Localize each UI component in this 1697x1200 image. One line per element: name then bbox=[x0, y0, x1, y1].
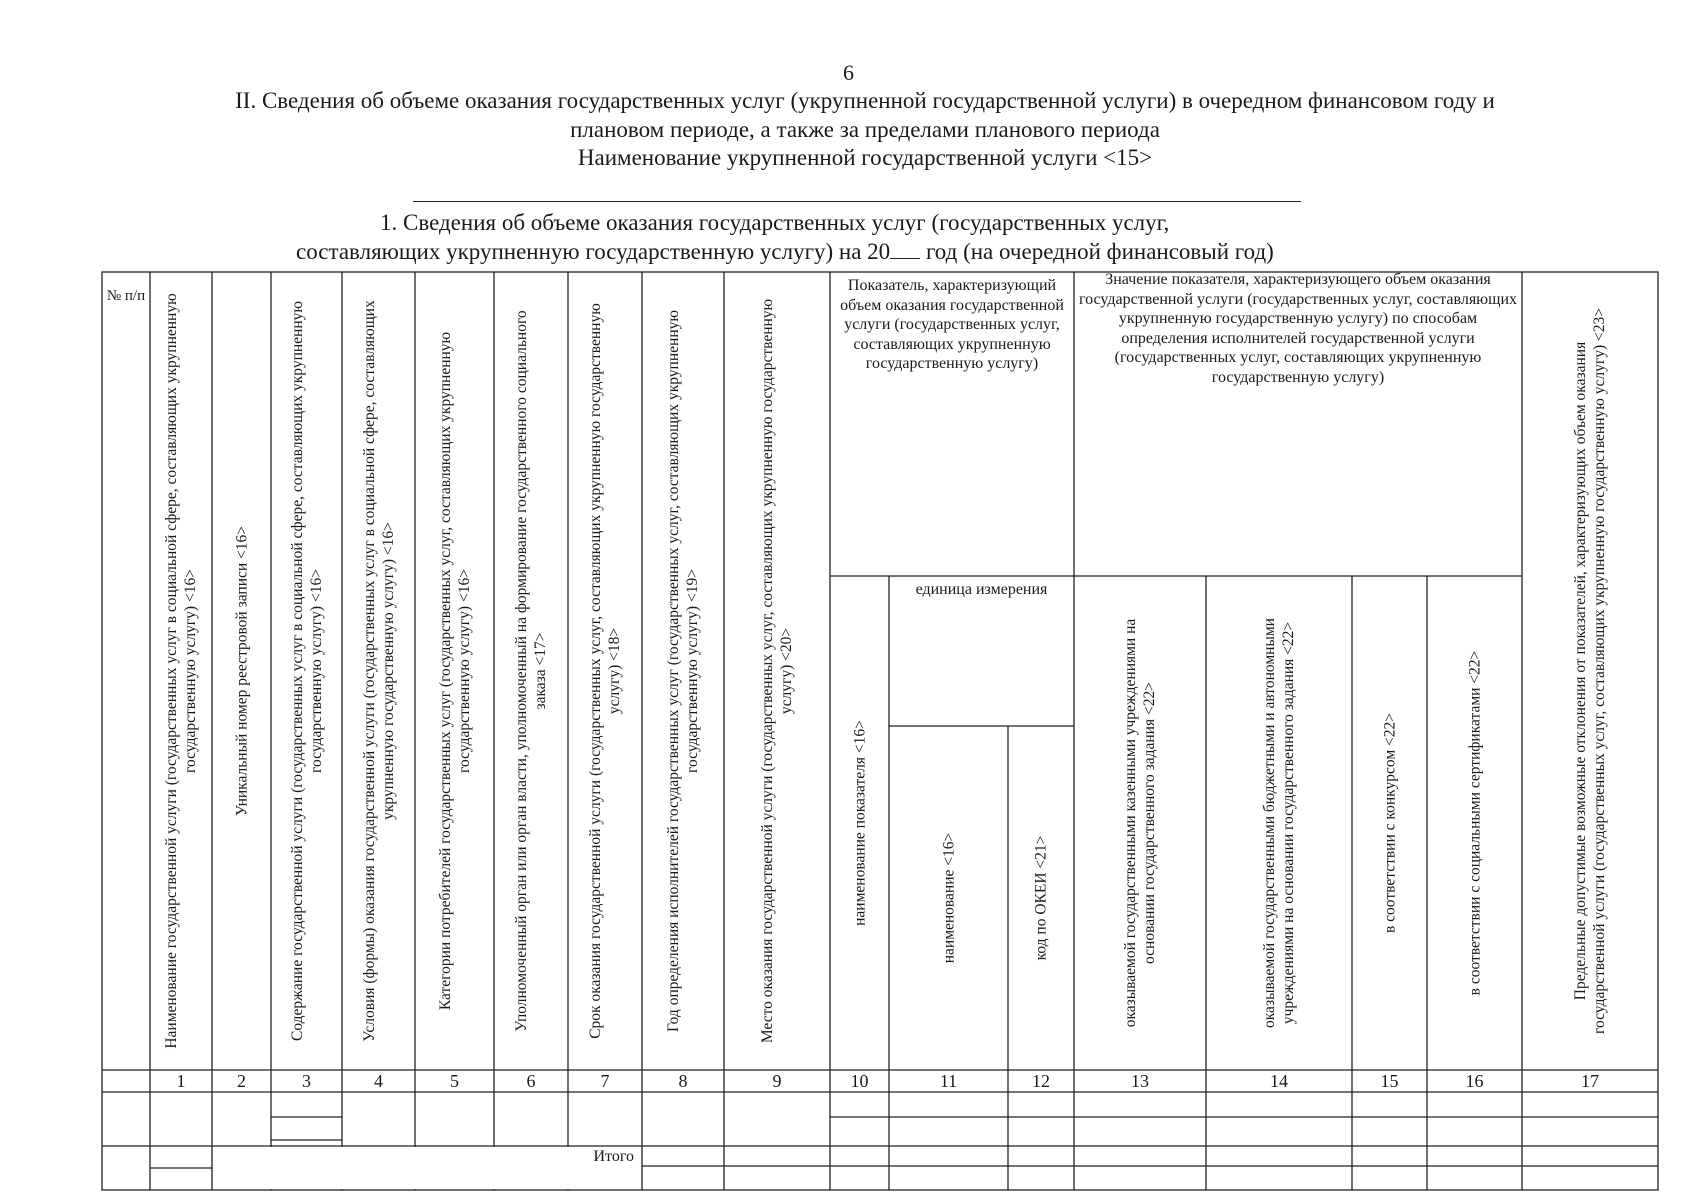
col-allowed-deviations-header bbox=[1522, 272, 1658, 1070]
col-competition-header-text: в соответствии с конкурсом <22> bbox=[1381, 713, 1398, 934]
col-state-institutions-header-text: оказываемой государственными казенными учреждениями на основании государственного задания <22> bbox=[1122, 618, 1158, 1028]
section-title-line2: плановом периоде, а также за пределами планового периода bbox=[570, 117, 1160, 142]
column-number: 10 bbox=[850, 1071, 869, 1091]
col-authorized-body-header bbox=[494, 272, 568, 1070]
total-label: Итого bbox=[593, 1148, 634, 1165]
col-service-name-header bbox=[150, 272, 212, 1070]
col-okei-code-header-text: код по ОКЕИ <21> bbox=[1032, 835, 1050, 961]
col-competition-header bbox=[1352, 576, 1427, 1070]
column-number: 9 bbox=[772, 1071, 782, 1091]
column-number: 16 bbox=[1465, 1071, 1484, 1091]
section-title-line1: II. Сведения об объеме оказания государственных услуг (укрупненной государственной услуги) в очередном финансовом году и bbox=[235, 88, 1495, 113]
subsection-title-before-year: составляющих укрупненную государственную услугу) на 20 bbox=[296, 239, 891, 264]
col-authorized-body-header-text: Уполномоченный орган или орган власти, уполномоченный на формирование государственного социального заказа <17> bbox=[513, 310, 549, 1032]
column-number: 13 bbox=[1131, 1071, 1149, 1091]
column-number: 4 bbox=[374, 1071, 383, 1091]
subsection-title-after-year: год (на очередной финансовый год) bbox=[925, 239, 1274, 264]
col-consumer-categories-header-text: Категории потребителей государственных услуг (государственных услуг, составляющих укрупненную государственную услугу) <16> bbox=[436, 331, 473, 1011]
col-executor-year-header bbox=[642, 272, 724, 1070]
col-consumer-categories-header bbox=[415, 272, 494, 1070]
col-indicator-name-header bbox=[830, 576, 889, 1070]
col-service-place-header bbox=[724, 272, 830, 1070]
col-service-content-header-text: Содержание государственной услуги (государственных услуг в социальной сфере, составляющих укрупненную государственную услугу) <16> bbox=[288, 301, 325, 1041]
col-allowed-deviations-header-text: Предельные допустимые возможные отклонения от показателей, характеризующих объем оказания государственной услуги (государственных услуг, составляющих укрупненную государственную услугу) <23> bbox=[1572, 308, 1608, 1034]
col-state-institutions-header bbox=[1074, 576, 1206, 1070]
value-group-header: Значение показателя, характеризующего объем оказания государственной услуги (государственных услуг, составляющих укрупненную государственную услугу) по способам определения исполнителей государственной услуги (государственных услуг, составляющих укрупненную государственную услугу) bbox=[1078, 271, 1518, 386]
col-social-certificates-header-text: в соответствии с социальными сертификатами <22> bbox=[1466, 650, 1483, 996]
col-service-term-header-text: Срок оказания государственной услуги (государственных услуг, составляющих укрупненную государственную услугу) <18> bbox=[587, 303, 623, 1039]
column-number: 5 bbox=[450, 1071, 459, 1091]
column-number: 11 bbox=[939, 1071, 958, 1091]
col-budget-institutions-header-text: оказываемой государственными бюджетными и автономными учреждениями на основании государственного задания <22> bbox=[1261, 618, 1297, 1028]
col-social-certificates-header bbox=[1427, 576, 1522, 1070]
col-service-conditions-header bbox=[342, 272, 415, 1070]
row-number-header: № п/п bbox=[106, 288, 146, 304]
col-unit-name-header bbox=[889, 726, 1008, 1070]
column-number: 3 bbox=[302, 1071, 311, 1091]
page-number: 6 bbox=[843, 60, 854, 85]
col-registry-number-header bbox=[212, 272, 271, 1070]
service-name-label: Наименование укрупненной государственной услуги <15> bbox=[577, 145, 1153, 170]
col-unit-name-header-text: наименование <16> bbox=[940, 832, 957, 964]
column-number: 2 bbox=[237, 1071, 246, 1091]
col-executor-year-header-text: Год определения исполнителей государственных услуг (государственных услуг, составляющих укрупненную государственную услугу) <19> bbox=[665, 310, 701, 1032]
column-number: 7 bbox=[600, 1071, 610, 1091]
col-registry-number-header-text: Уникальный номер реестровой записи <16> bbox=[233, 525, 250, 817]
col-indicator-name-header-text: наименование показателя <16> bbox=[851, 720, 868, 926]
col-okei-code-header bbox=[1008, 726, 1074, 1070]
indicator-group-header: Показатель, характеризующий объем оказания государственной услуги (государственных услуг, составляющих укрупненную государственную услугу) bbox=[840, 277, 1064, 372]
column-number: 17 bbox=[1581, 1071, 1599, 1091]
column-number: 12 bbox=[1032, 1071, 1050, 1091]
column-number: 14 bbox=[1270, 1071, 1288, 1091]
col-service-term-header bbox=[568, 272, 642, 1070]
column-number: 1 bbox=[176, 1071, 186, 1091]
col-service-conditions-header-text: Условия (формы) оказания государственной услуги (государственных услуг в социальной сфере, составляющих укрупненную государственную услугу) <16> bbox=[360, 300, 397, 1042]
unit-of-measure-header: единица измерения bbox=[915, 581, 1048, 598]
column-number: 15 bbox=[1380, 1071, 1399, 1091]
column-number: 8 bbox=[678, 1071, 688, 1091]
col-budget-institutions-header bbox=[1206, 576, 1352, 1070]
col-service-content-header bbox=[271, 272, 342, 1070]
column-number: 6 bbox=[526, 1071, 536, 1091]
col-service-name-header-text: Наименование государственной услуги (государственных услуг в социальной сфере, составляющих укрупненную государственную услугу) <16> bbox=[163, 293, 199, 1049]
col-service-place-header-text: Место оказания государственной услуги (государственных услуг, составляющих укрупненную государственную услугу) <20> bbox=[759, 298, 795, 1044]
subsection-title-line1: 1. Сведения об объеме оказания государственных услуг (государственных услуг, bbox=[380, 210, 1170, 235]
